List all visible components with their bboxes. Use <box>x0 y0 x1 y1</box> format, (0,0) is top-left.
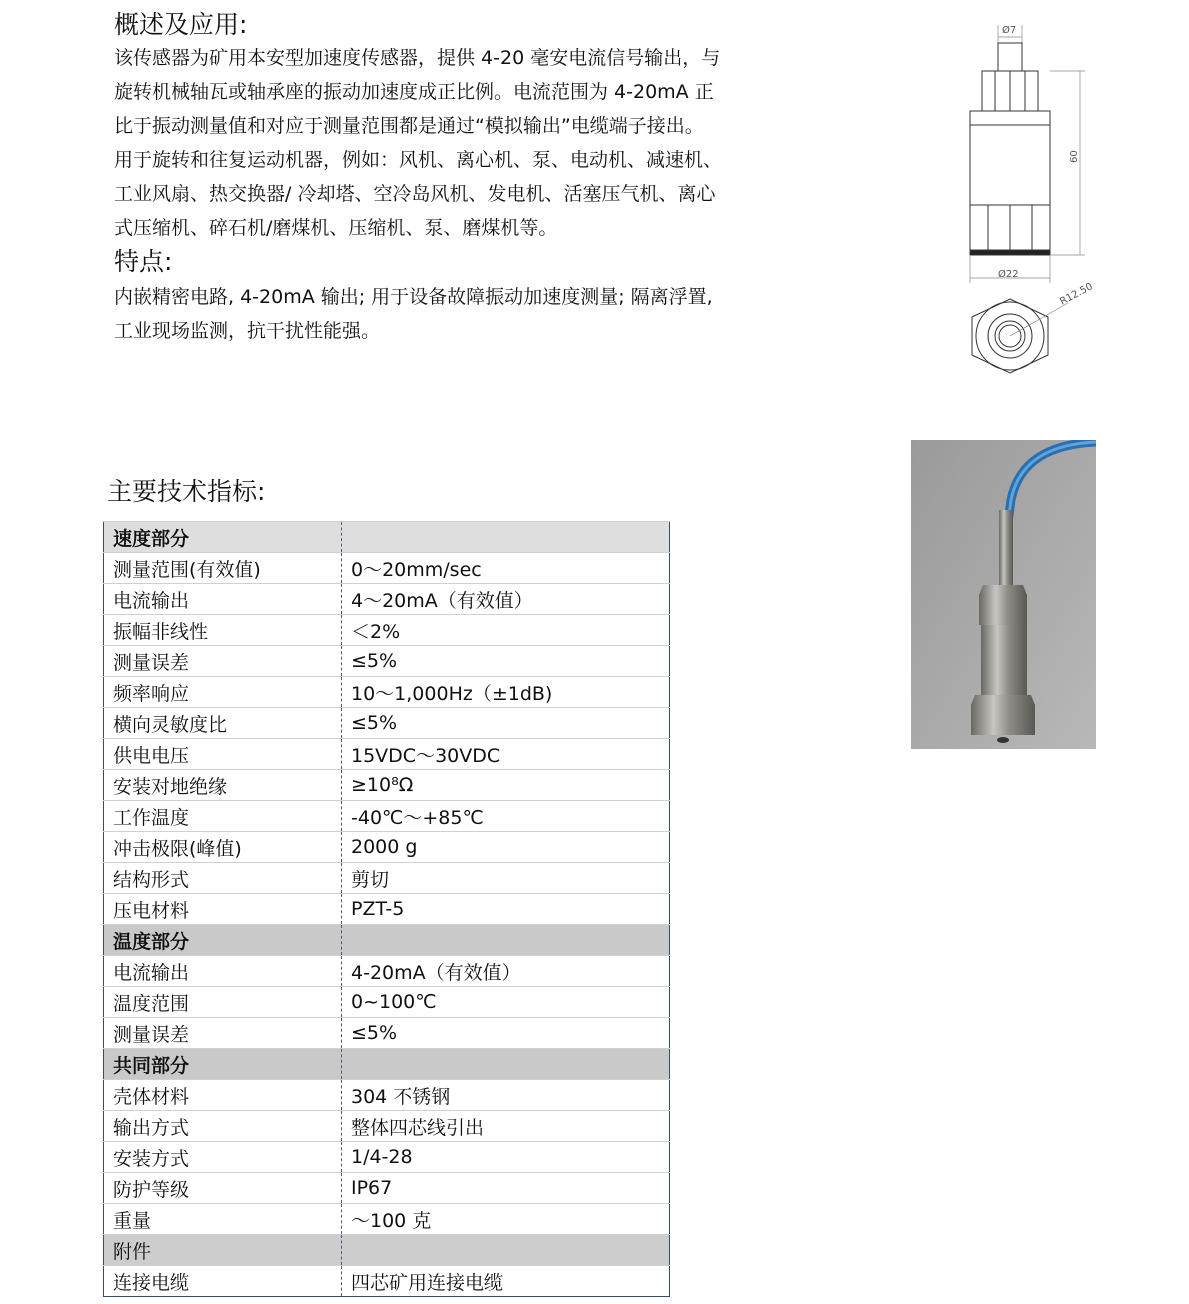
table-row <box>104 1018 670 1049</box>
table-row <box>104 1142 670 1173</box>
table-row <box>104 1204 670 1235</box>
table-row <box>104 770 670 801</box>
spec-label: 安装方式 <box>104 1142 342 1173</box>
spec-label: 频率响应 <box>104 677 342 708</box>
spec-value: 4～20mA（有效值） <box>342 584 670 615</box>
section-common <box>104 1049 670 1080</box>
spec-value: ≤5% <box>342 708 670 739</box>
sensor-photo <box>911 440 1096 749</box>
spec-label: 结构形式 <box>104 863 342 894</box>
sensor-technical-drawing <box>950 15 1120 380</box>
spec-label: 冲击极限(峰值) <box>104 832 342 863</box>
spec-value: 1/4-28 <box>342 1142 670 1173</box>
features-line: 工业现场监测，抗干扰性能强。 <box>114 320 381 342</box>
specs-heading: 主要技术指标: <box>107 477 266 506</box>
table-row <box>104 1173 670 1204</box>
spec-value: 10～1,000Hz（±1dB) <box>342 677 670 708</box>
spec-value: 304 不锈钢 <box>342 1080 670 1111</box>
table-row <box>104 1266 670 1297</box>
dim-top-label: Ø7 <box>1002 25 1017 36</box>
spec-label: 振幅非线性 <box>104 615 342 646</box>
spec-value: PZT-5 <box>342 894 670 925</box>
table-row <box>104 894 670 925</box>
table-row <box>104 863 670 894</box>
spec-value: 2000 g <box>342 832 670 863</box>
section-temperature <box>104 925 670 956</box>
table-row <box>104 615 670 646</box>
spec-value: 0~100℃ <box>342 987 670 1018</box>
spec-label: 壳体材料 <box>104 1080 342 1111</box>
overview-line: 式压缩机、碎石机/磨煤机、压缩机、泵、磨煤机等。 <box>114 217 558 239</box>
section-common-title: 共同部分 <box>104 1049 342 1080</box>
table-row <box>104 832 670 863</box>
section-accessory-title: 附件 <box>104 1235 342 1266</box>
overview-line: 旋转机械轴瓦或轴承座的振动加速度成正比例。电流范围为 4-20mA 正 <box>114 81 714 103</box>
spec-value: 四芯矿用连接电缆 <box>342 1266 670 1297</box>
spec-label: 防护等级 <box>104 1173 342 1204</box>
spec-value: 整体四芯线引出 <box>342 1111 670 1142</box>
table-row <box>104 708 670 739</box>
spec-value: -40℃～+85℃ <box>342 801 670 832</box>
dim-bottom-label: Ø22 <box>998 269 1019 280</box>
spec-label: 电流输出 <box>104 584 342 615</box>
overview-heading: 概述及应用: <box>114 10 248 39</box>
spec-value: IP67 <box>342 1173 670 1204</box>
table-row <box>104 584 670 615</box>
spec-label: 测量范围(有效值) <box>104 553 342 584</box>
spec-label: 横向灵敏度比 <box>104 708 342 739</box>
overview-text <box>114 41 794 245</box>
features-line: 内嵌精密电路, 4-20mA 输出; 用于设备故障振动加速度测量; 隔离浮置, <box>114 286 713 308</box>
spec-label: 重量 <box>104 1204 342 1235</box>
dim-height-label: 60 <box>1069 150 1080 163</box>
spec-label: 工作温度 <box>104 801 342 832</box>
spec-label: 温度范围 <box>104 987 342 1018</box>
spec-value: 0～20mm/sec <box>342 553 670 584</box>
table-row <box>104 987 670 1018</box>
spec-label: 安装对地绝缘 <box>104 770 342 801</box>
spec-value: ≥10⁸Ω <box>342 770 670 801</box>
table-row <box>104 801 670 832</box>
table-row <box>104 956 670 987</box>
section-velocity <box>104 522 670 553</box>
table-row <box>104 1080 670 1111</box>
spec-label: 连接电缆 <box>104 1266 342 1297</box>
section-accessory <box>104 1235 670 1266</box>
spec-label: 供电电压 <box>104 739 342 770</box>
spec-label: 测量误差 <box>104 646 342 677</box>
spec-value: 15VDC～30VDC <box>342 739 670 770</box>
spec-value: ≤5% <box>342 1018 670 1049</box>
dim-radius-label: R12.50 <box>1058 281 1095 308</box>
spec-value: ＜2% <box>342 615 670 646</box>
overview-line: 该传感器为矿用本安型加速度传感器，提供 4-20 毫安电流信号输出，与 <box>114 47 721 69</box>
section-velocity-title: 速度部分 <box>104 522 342 553</box>
table-row <box>104 739 670 770</box>
table-row <box>104 553 670 584</box>
overview-line: 比于振动测量值和对应于测量范围都是通过“模拟输出”电缆端子接出。 <box>114 115 704 137</box>
spec-value: ～100 克 <box>342 1204 670 1235</box>
features-heading: 特点: <box>114 247 173 276</box>
features-text <box>114 280 794 348</box>
spec-label: 电流输出 <box>104 956 342 987</box>
table-row <box>104 677 670 708</box>
spec-value: 剪切 <box>342 863 670 894</box>
spec-label: 压电材料 <box>104 894 342 925</box>
specs-table <box>103 521 670 1297</box>
table-row <box>104 646 670 677</box>
spec-value: ≤5% <box>342 646 670 677</box>
spec-label: 输出方式 <box>104 1111 342 1142</box>
overview-line: 用于旋转和往复运动机器，例如：风机、离心机、泵、电动机、减速机、 <box>114 149 723 171</box>
overview-line: 工业风扇、热交换器/ 冷却塔、空冷岛风机、发电机、活塞压气机、离心 <box>114 183 716 205</box>
section-temperature-title: 温度部分 <box>104 925 342 956</box>
table-row <box>104 1111 670 1142</box>
spec-value: 4-20mA（有效值） <box>342 956 670 987</box>
spec-label: 测量误差 <box>104 1018 342 1049</box>
